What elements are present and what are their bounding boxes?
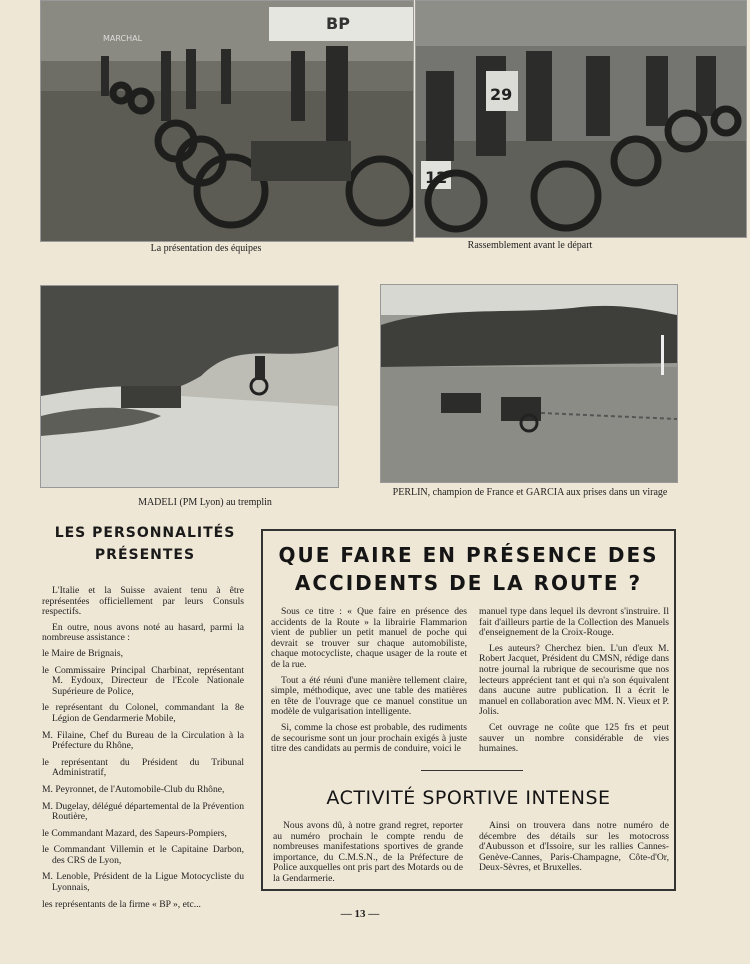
boxed-column-2 bbox=[479, 607, 669, 760]
jump-image bbox=[41, 286, 338, 487]
attendee-item: M. Lenoble, Président de la Ligue Motocycliste du Lyonnais, bbox=[42, 871, 244, 894]
attendee-item: M. Dugelay, délégué départemental de la Prévention Routière, bbox=[42, 800, 244, 823]
sidecar-bend-image bbox=[381, 285, 677, 482]
left-paragraph: L'Italie et la Suisse avaient tenu à être représentées officiellement par leurs Consuls respectifs. bbox=[42, 585, 244, 618]
boxed-paragraph: manuel type dans lequel ils devront s'instruire. Il fait d'ailleurs partie de la Collection des Manuels d'enseignement de la Croix-Rouge. bbox=[479, 606, 669, 639]
sport-paragraph: Nous avons dû, à notre grand regret, reporter au numéro prochain le compte rendu de nombreuses manifestations sportives de grande importance, du C.M.S.N., de la Préfecture de Police auxquelles ont pris part des Motards ou de la Gendarmerie. bbox=[273, 820, 463, 884]
number-plate-29: 29 bbox=[490, 85, 513, 104]
caption-sidecar-bend: PERLIN, champion de France et GARCIA aux prises dans un virage bbox=[392, 487, 668, 498]
page-number: — 13 — bbox=[340, 908, 380, 920]
divider-rule bbox=[421, 770, 523, 771]
team-presentation-image bbox=[41, 1, 413, 241]
caption-rally-before-start: Rassemblement avant le départ bbox=[467, 240, 593, 251]
title-line-2: ACCIDENTS DE LA ROUTE ? bbox=[294, 571, 643, 595]
photo-sidecar-bend bbox=[380, 284, 678, 483]
marchal-banner-text: MARCHAL bbox=[103, 34, 143, 43]
rally-before-start-image bbox=[416, 1, 746, 237]
number-plate-12: 12 bbox=[425, 168, 448, 187]
sport-column-1 bbox=[273, 821, 463, 890]
photo-jump bbox=[40, 285, 339, 488]
boxed-column-1 bbox=[271, 607, 467, 760]
sport-activity-heading: ACTIVITÉ SPORTIVE INTENSE bbox=[326, 787, 611, 809]
boxed-paragraph: Les auteurs? Cherchez bien. L'un d'eux M. Robert Jacquet, Président du CMSN, rédige dans notre journal la rubrique de secourisme que nos lecteurs apprécient tant et qui n'a son équivalent dans aucune autre publication. Il a écrit le manuel en collaboration avec MM. N. Vieux et P. Jolis. bbox=[479, 642, 669, 718]
attendee-item: M. Peyronnet, de l'Automobile-Club du Rhône, bbox=[42, 783, 225, 795]
caption-jump: MADELI (PM Lyon) au tremplin bbox=[138, 497, 272, 508]
attendee-item: le Commandant Mazard, des Sapeurs-Pompiers, bbox=[42, 827, 227, 839]
attendee-item: M. Filaine, Chef du Bureau de la Circulation à la Préfecture du Rhône, bbox=[42, 729, 244, 752]
attendee-item: le Commandant Villemin et le Capitaine Darbon, des CRS de Lyon, bbox=[42, 844, 244, 866]
attendee-item: le Commissaire Principal Charbinat, représentant M. Eydoux, Directeur de l'Ecole Nationale Supérieure de Police, bbox=[42, 664, 244, 697]
bp-sign-text: BP bbox=[326, 14, 350, 33]
left-article-heading: LES PERSONNALITÉS PRÉSENTES bbox=[54, 525, 236, 563]
boxed-paragraph: Cet ouvrage ne coûte que 125 frs et peut sauver un nombre considérable de vies humaines. bbox=[479, 721, 669, 755]
attendee-item: les représentants de la firme « BP », etc... bbox=[42, 898, 201, 910]
attendee-item: le représentant du Colonel, commandant la 8e Légion de Gendarmerie Mobile, bbox=[42, 702, 244, 724]
boxed-article-title bbox=[263, 541, 674, 597]
boxed-article bbox=[261, 529, 676, 891]
boxed-paragraph: Sous ce titre : « Que faire en présence des accidents de la Route » la librairie Flammarion vient de publier un petit manuel de poche qui devrait se trouver sur chaque automobiliste, chaque motocycliste, chaque usager de la route et de la rue. bbox=[271, 606, 467, 670]
attendee-item: le Maire de Brignais, bbox=[42, 647, 123, 659]
attendee-item: le représentant du Président du Tribunal Administratif, bbox=[42, 756, 244, 779]
left-article-body bbox=[42, 586, 244, 916]
photo-team-presentation bbox=[40, 0, 414, 242]
left-paragraph: En outre, nous avons noté au hasard, parmi la nombreuse assistance : bbox=[42, 621, 244, 644]
boxed-paragraph: Si, comme la chose est probable, des rudiments de secourisme sont un jour prochain exigés à juste titre des candidats au permis de conduire, voici le bbox=[271, 721, 467, 755]
boxed-paragraph: Tout a été réuni d'une manière tellement claire, simple, méthodique, avec une table des matières en tête de l'ouvrage que ce manuel constitue un modèle de vulgarisation intelligente. bbox=[271, 674, 467, 718]
sport-column-2 bbox=[479, 821, 669, 879]
caption-team-presentation: La présentation des équipes bbox=[150, 243, 262, 254]
photo-rally-before-start bbox=[415, 0, 747, 238]
sport-paragraph: Ainsi on trouvera dans notre numéro de décembre des détails sur les motocross d'Aubusson et d'Issoire, sur les rallies Cannes-Genève-Cannes, Paris-Champagne, Côte-d'Or, Deux-Sèvres, et Bruxelles. bbox=[479, 820, 669, 874]
title-line-1: QUE FAIRE EN PRÉSENCE DES bbox=[278, 543, 659, 567]
